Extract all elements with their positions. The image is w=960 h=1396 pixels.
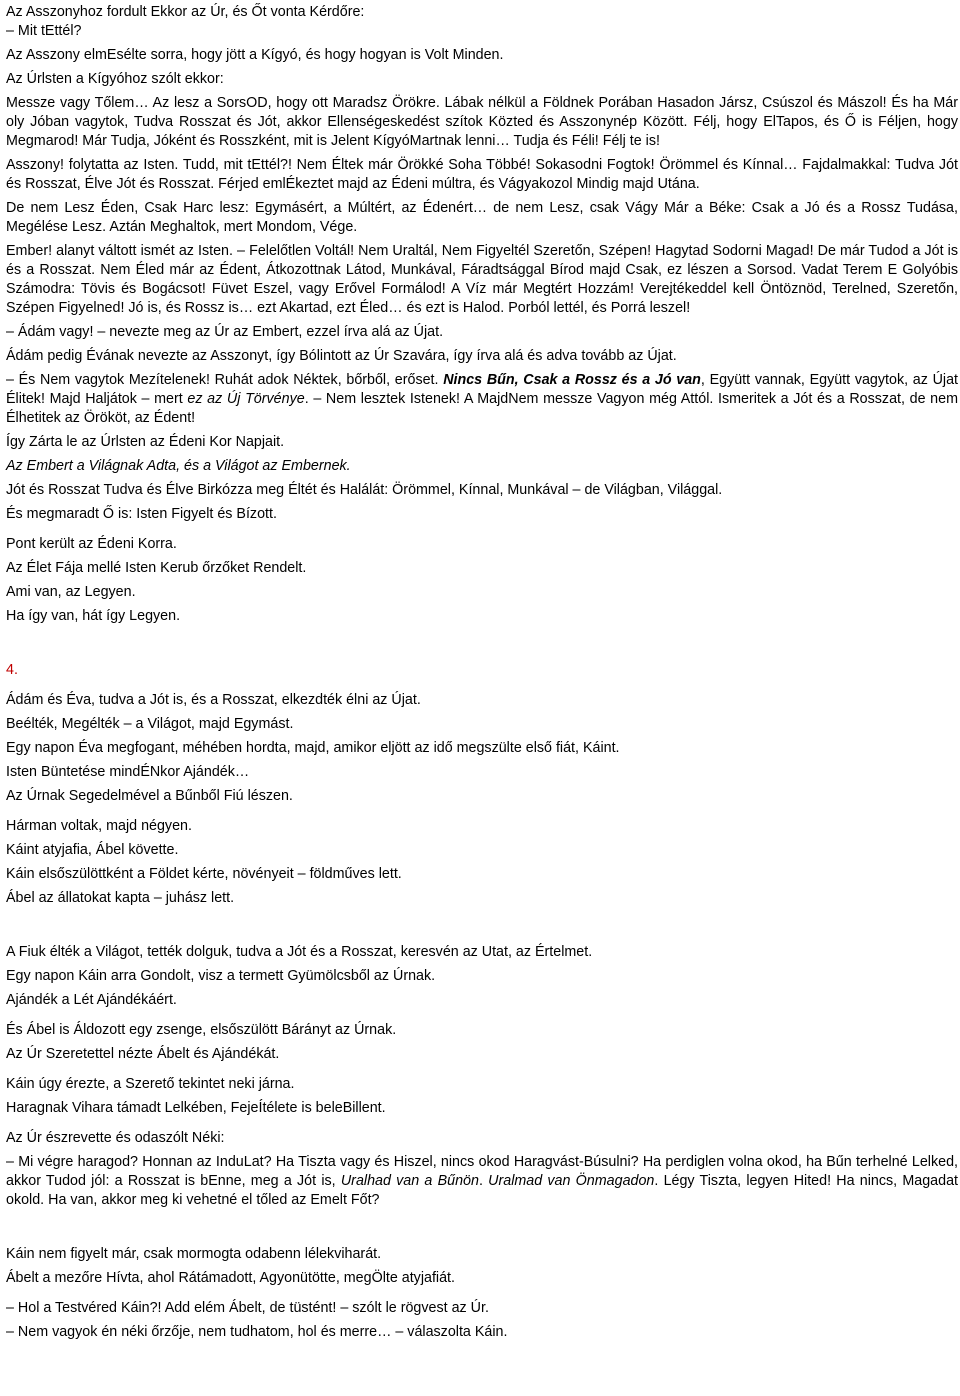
paragraph: Az Élet Fája mellé Isten Kerub őrzőket Rendelt. (6, 560, 307, 576)
paragraph: Ajándék a Lét Ajándékáért. (6, 992, 177, 1008)
paragraph: – Ádám vagy! – nevezte meg az Úr az Embert, ezzel írva alá az Újat. (6, 324, 444, 340)
paragraph: Ami van, az Legyen. (6, 584, 136, 600)
paragraph: Hárman voltak, majd négyen. (6, 818, 192, 834)
text-run: . – Nem lesztek Istenek! A MajdNem messze Vagyon még Attól. Ismeritek a Jót és a Rosszat, de nem Élhetitek az Örököt, az Édent! (6, 391, 958, 426)
paragraph: Jót és Rosszat Tudva és Élve Birkózza meg Éltét és Halálát: Örömmel, Kínnal, Munkával – de Világban, Világgal. (6, 482, 723, 498)
paragraph: Pont került az Édeni Korra. (6, 536, 177, 552)
paragraph: Az Asszonyhoz fordult Ekkor az Úr, és Őt vonta Kérdőre: (6, 4, 365, 20)
paragraph: Az Embert a Világnak Adta, és a Világot az Embernek. (6, 458, 351, 474)
emphasis-text: Uralmad van Önmagadon (488, 1173, 655, 1189)
paragraph: Káin elsőszülöttként a Földet kérte, növényeit – földműves lett. (6, 866, 402, 882)
emphasis-text: ez az Új Törvénye (187, 391, 305, 407)
text-run: – És Nem vagytok Mezítelenek! Ruhát adok Néktek, bőrből, erőset. (6, 372, 444, 388)
paragraph: Ha így van, hát így Legyen. (6, 608, 181, 624)
paragraph: Ábelt a mezőre Hívta, ahol Rátámadott, Agyonütötte, megÖlte atyjafiát. (6, 1270, 456, 1286)
paragraph: És Ábel is Áldozott egy zsenge, elsőszülött Bárányt az Úrnak. (6, 1022, 397, 1038)
document-page (6, 3, 958, 1342)
paragraph: Asszony! folytatta az Isten. Tudd, mit tEttél?! Nem Éltek már Örökké Soha Többé! Sokasodni Fogtok! Örömmel és Kínnal… Fajdalmakkal: Tudva Jót és Rosszat, Élve Jót és Rosszat. Férjed emlÉkeztet majd az Édeni múltra, és Vágyakozol Mindig majd Utána. (6, 157, 958, 192)
paragraph: Káint atyjafia, Ábel követte. (6, 842, 179, 858)
paragraph: A Fiuk élték a Világot, tették dolguk, tudva a Jót és a Rosszat, keresvén az Utat, az Értelmet. (6, 944, 593, 960)
paragraph: Az Asszony elmEsélte sorra, hogy jött a Kígyó, és hogy hogyan is Volt Minden. (6, 47, 504, 63)
paragraph: – Hol a Testvéred Káin?! Add elém Ábelt, de tüstént! – szólt le rögvest az Úr. (6, 1300, 489, 1316)
paragraph: Beélték, Megélték – a Világot, majd Egymást. (6, 716, 294, 732)
paragraph: Ádám és Éva, tudva a Jót is, és a Rosszat, elkezdték élni az Újat. (6, 692, 421, 708)
text-run: – Mi végre haragod? Honnan az InduLat? Ha Tiszta vagy és Hiszel, nincs okod Haragvást-Búsulni? Ha perdiglen volna okod, ha Bűn terhelné Lelked, akkor Tudod jól: a Rosszat is bEnne, meg a Jót is, (6, 1154, 958, 1189)
paragraph: Az Úr Szeretettel nézte Ábelt és Ajándékát. (6, 1046, 280, 1062)
paragraph: Egy napon Éva megfogant, méhében hordta, majd, amikor eljött az idő megszülte első fiát, Káint. (6, 740, 620, 756)
paragraph: – Nem vagyok én néki őrzője, nem tudhatom, hol és merre… – válaszolta Káin. (6, 1324, 508, 1340)
paragraph: Az Úr észrevette és odaszólt Néki: (6, 1130, 225, 1146)
paragraph: Ábel az állatokat kapta – juhász lett. (6, 890, 235, 906)
paragraph: Káin nem figyelt már, csak mormogta odabenn lélekviharát. (6, 1246, 382, 1262)
paragraph: – Mit tEttél? (6, 23, 82, 39)
paragraph (6, 371, 958, 428)
chapter-number: 4. (6, 662, 18, 678)
paragraph: De nem Lesz Éden, Csak Harc lesz: Egymásért, a Múltért, az Édenért… de nem Lesz, csak Vágy Már a Béke: Csak a Jó és a Rossz Tudása, Megélése Lesz. Aztán Meghaltok, mert Mondom, Vége. (6, 200, 958, 235)
paragraph: Isten Büntetése mindÉNkor Ajándék… (6, 764, 250, 780)
emphasis-text: Uralhad van a Bűnön (340, 1173, 479, 1189)
paragraph: Káin úgy érezte, a Szerető tekintet neki járna. (6, 1076, 295, 1092)
paragraph: Az Úrlsten a Kígyóhoz szólt ekkor: (6, 71, 224, 87)
paragraph: És megmaradt Ő is: Isten Figyelt és Bízott. (6, 506, 277, 522)
paragraph: Haragnak Vihara támadt Lelkében, FejeÍtélete is beleBillent. (6, 1100, 386, 1116)
emphasis-text: Nincs Bűn, Csak a Rossz és a Jó van (443, 372, 701, 388)
paragraph: Ádám pedig Évának nevezte az Asszonyt, így Bólintott az Úr Szavára, így írva alá és adva tovább az Újat. (6, 348, 677, 364)
paragraph: Messze vagy Tőlem… Az lesz a SorsOD, hogy ott Maradsz Örökre. Lábak nélkül a Földnek Porában Hasadon Jársz, Csúszol és Mászol! És ha Már oly Jóban vagytok, Tudva Rosszat és Jót, akkor Ellenségeskedést szítok Közted és Asszonynép Között. Félj, hogy ElTapos, és Ő is Féljen, hogy Megmarod! Már Tudja, Jóként és Rosszként, mit is Jelent KígyóMartnak lenni… Tudja és Féli! Félj te is! (6, 95, 958, 149)
text-run: . Légy Tiszta, legyen Hited! Ha nincs, Magadat okold. Ha van, akkor meg ki vehetné el tőled az Emelt Főt? (6, 1173, 958, 1208)
text-run: , Együtt vannak, Együtt vagytok, az Újat Élitek! Majd Haljátok – mert (6, 372, 958, 407)
paragraph (6, 1153, 958, 1210)
paragraph: Egy napon Káin arra Gondolt, visz a termett Gyümölcsből az Úrnak. (6, 968, 436, 984)
paragraph: Ember! alanyt váltott ismét az Isten. – Felelőtlen Voltál! Nem Uraltál, Nem Figyeltél Szeretőn, Szépen! Hagytad Sodorni Magad! De már Tudod a Jót is és a Rosszat. Nem Éled már az Édent, Átkozottnak Látod, Munkával, Fáradtsággal Bírod majd Csak, ez lészen a Sorsod. Vadat Terem E Golyóbis Számodra: Tövis és Bogácsot! Füvet Eszel, vagy Erővel Formálod! A Víz már Megtért Hozzám! Verejtékeddel kell Öntöznöd, Terelned, Szeretőn, Szépen Figyelned! Jó is, és Rossz is… ezt Akartad, ezt Éled… és ezt is Halod. Porból lettél, és Porrá leszel! (6, 243, 958, 316)
paragraph: Az Úrnak Segedelmével a Bűnből Fiú lészen. (6, 788, 293, 804)
paragraph: Így Zárta le az Úrlsten az Édeni Kor Napjait. (6, 434, 285, 450)
text-run: . (478, 1173, 489, 1189)
